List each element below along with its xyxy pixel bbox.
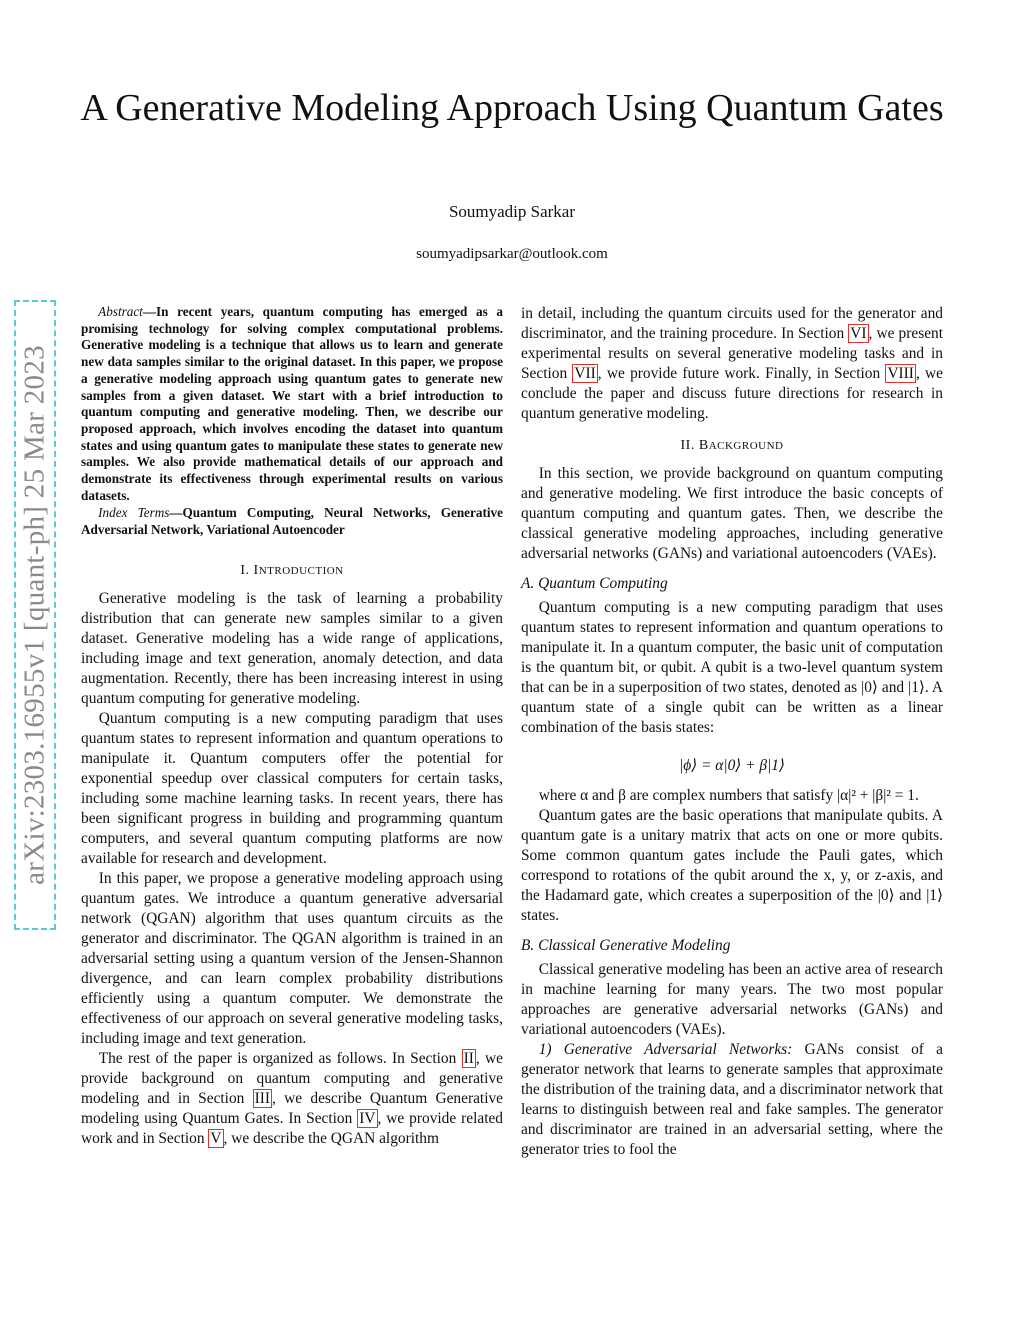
section-number: I. — [240, 562, 254, 578]
section-ref-link[interactable]: VII — [574, 365, 596, 382]
section-ref-link[interactable]: II — [463, 1049, 474, 1067]
section-ref-link[interactable]: IV — [359, 1109, 376, 1127]
section-heading-background — [521, 436, 943, 456]
section-initial: I — [253, 562, 259, 578]
index-terms-label: Index Terms — [98, 505, 170, 521]
classical-generative-paragraph: Classical generative modeling has been an active area of research in machine learning for many years. The two most popular approaches are generative adversarial networks (GANs) and variational autoencoders (VAEs). — [521, 961, 943, 1038]
author-email: soumyadipsarkar@outlook.com — [416, 246, 608, 262]
section-initial: B — [698, 438, 709, 453]
intro-paragraph-4 — [81, 1049, 503, 1149]
intro-paragraph-3: In this paper, we propose a generative modeling approach using quantum gates. We introduce a quantum generative adversarial network (QGAN) algorithm that uses quantum circuits as the generator and discriminator. The QGAN algorithm is trained in an adversarial setting using a quantum version of the Jensen-Shannon divergence, and can learn complex probability distributions efficiently using a quantum computer. We demonstrate the effectiveness of our approach on several generative modeling tasks, including image and text generation. — [81, 869, 503, 1047]
section-rest: NTRODUCTION — [258, 564, 344, 577]
gan-paragraph — [521, 1040, 943, 1160]
section-ref-link[interactable]: V — [210, 1129, 222, 1147]
abstract-text: —In recent years, quantum computing has emerged as a promising technology for solving complex computational problems. Generative modeling is a technique that allows us to learn and generate new data samples similar to the original dataset. In this paper, we propose a generative modeling approach using quantum gates to generate new samples from a given dataset. We start with a brief introduction to quantum computing and generative modeling. Then, we describe our proposed approach, which involves encoding the dataset into quantum states and using quantum gates to manipulate these states to generate new samples. We also provide mathematical details of our approach and demonstrate its effectiveness through experimental results on various datasets. — [81, 304, 503, 503]
subsection-heading-quantum-computing: A. Quantum Computing — [521, 575, 668, 592]
right-column — [521, 304, 943, 1160]
section-ref-link[interactable]: VIII — [887, 365, 914, 382]
text-run: , we provide background on quantum computing and generative modeling and in Section — [81, 1049, 503, 1107]
gan-text: GANs consist of a generator network that learns to generate samples that approximate the distribution of the training data, and a discriminator network that learns to distinguish between real and fake samples. The generator and discriminator are trained in an adversarial setting, where the generator tries to fool the — [521, 1041, 943, 1158]
intro-paragraph-4-continued — [521, 304, 943, 424]
background-paragraph: In this section, we provide background on quantum computing and generative modeling. We first introduce the basic concepts of quantum computing and quantum gates. Then, we describe the classical generative modeling approaches, including generative adversarial networks (GANs) and variational autoencoders (VAEs). — [521, 465, 943, 562]
abstract-label: Abstract — [98, 304, 143, 319]
section-ref-link[interactable]: III — [254, 1089, 271, 1107]
index-terms-text: —Quantum Computing, Neural Networks, Generative Adversarial Network, Variational Autoencoder — [81, 505, 503, 538]
text-run: , we provide related work and in Section — [81, 1109, 503, 1147]
section-ref-link[interactable]: VI — [850, 325, 867, 342]
quantum-computing-paragraph-3: Quantum gates are the basic operations that manipulate qubits. A quantum gate is a unitary matrix that acts on one or more qubits. Some common quantum gates include the Pauli gates, which correspond to rotations of the qubit around the x, y, or z-axis, and the Hadamard gate, which creates a superposition of the |0⟩ and |1⟩ states. — [521, 807, 943, 924]
text-run: The rest of the paper is organized as follows. In Section — [98, 1049, 462, 1067]
index-terms — [81, 505, 503, 538]
gan-label: 1) Generative Adversarial Networks: — [538, 1041, 793, 1058]
quantum-computing-paragraph-2: where α and β are complex numbers that satisfy |α|² + |β|² = 1. — [538, 787, 919, 804]
arxiv-id: arXiv:2303.16955v1 [quant-ph] 25 Mar 2023 — [18, 345, 51, 885]
arxiv-stamp[interactable] — [14, 300, 56, 930]
qubit-state-equation: |ϕ⟩ = α|0⟩ + β|1⟩ — [679, 757, 785, 774]
subsection-heading-classical-generative: B. Classical Generative Modeling — [521, 937, 731, 954]
author-name: Soumyadip Sarkar — [448, 202, 576, 221]
text-run: , we describe Quantum Generative modeling using Quantum Gates. In Section — [81, 1089, 503, 1127]
text-run: , we describe the QGAN algorithm — [223, 1129, 439, 1147]
paper-title: A Generative Modeling Approach Using Quantum Gates — [80, 87, 944, 129]
left-column — [81, 304, 503, 1149]
text-run: , we present experimental results on several generative modeling tasks and in Section — [521, 325, 943, 382]
quantum-computing-paragraph-1: Quantum computing is a new computing paradigm that uses quantum states to represent information and quantum operations to manipulate it. In a quantum computer, the basic unit of computation is the quantum bit, or qubit. A qubit is a two-level quantum system that can be in a superposition of two states, denoted as |0⟩ and |1⟩. A quantum state of a single qubit can be written as a linear combination of the basis states: — [521, 599, 943, 736]
intro-paragraph-1: Generative modeling is the task of learning a probability distribution that can generate new samples similar to a given dataset. Generative modeling has a wide range of applications, including image and text generation, anomaly detection, and data augmentation. Recently, there has been increasing interest in using quantum computing for generative modeling. — [81, 589, 503, 707]
section-rest: ACKGROUND — [708, 440, 784, 452]
section-heading-introduction — [81, 561, 503, 581]
abstract — [81, 304, 503, 504]
text-run: in detail, including the quantum circuits used for the generator and discriminator, and the training procedure. In Section — [521, 305, 943, 342]
text-run: , we conclude the paper and discuss future directions for research in quantum generative modeling. — [521, 365, 943, 422]
text-run: , we provide future work. Finally, in Section — [597, 365, 886, 382]
section-number: II. — [680, 438, 699, 453]
intro-paragraph-2: Quantum computing is a new computing paradigm that uses quantum states to represent information and quantum operations to manipulate it. Quantum computers offer the potential for exponential speedup over classical computers for certain tasks, including some machine learning tasks. In recent years, there has been significant progress in building and programming quantum computers, and several quantum computing platforms are now available for research and development. — [81, 709, 503, 867]
